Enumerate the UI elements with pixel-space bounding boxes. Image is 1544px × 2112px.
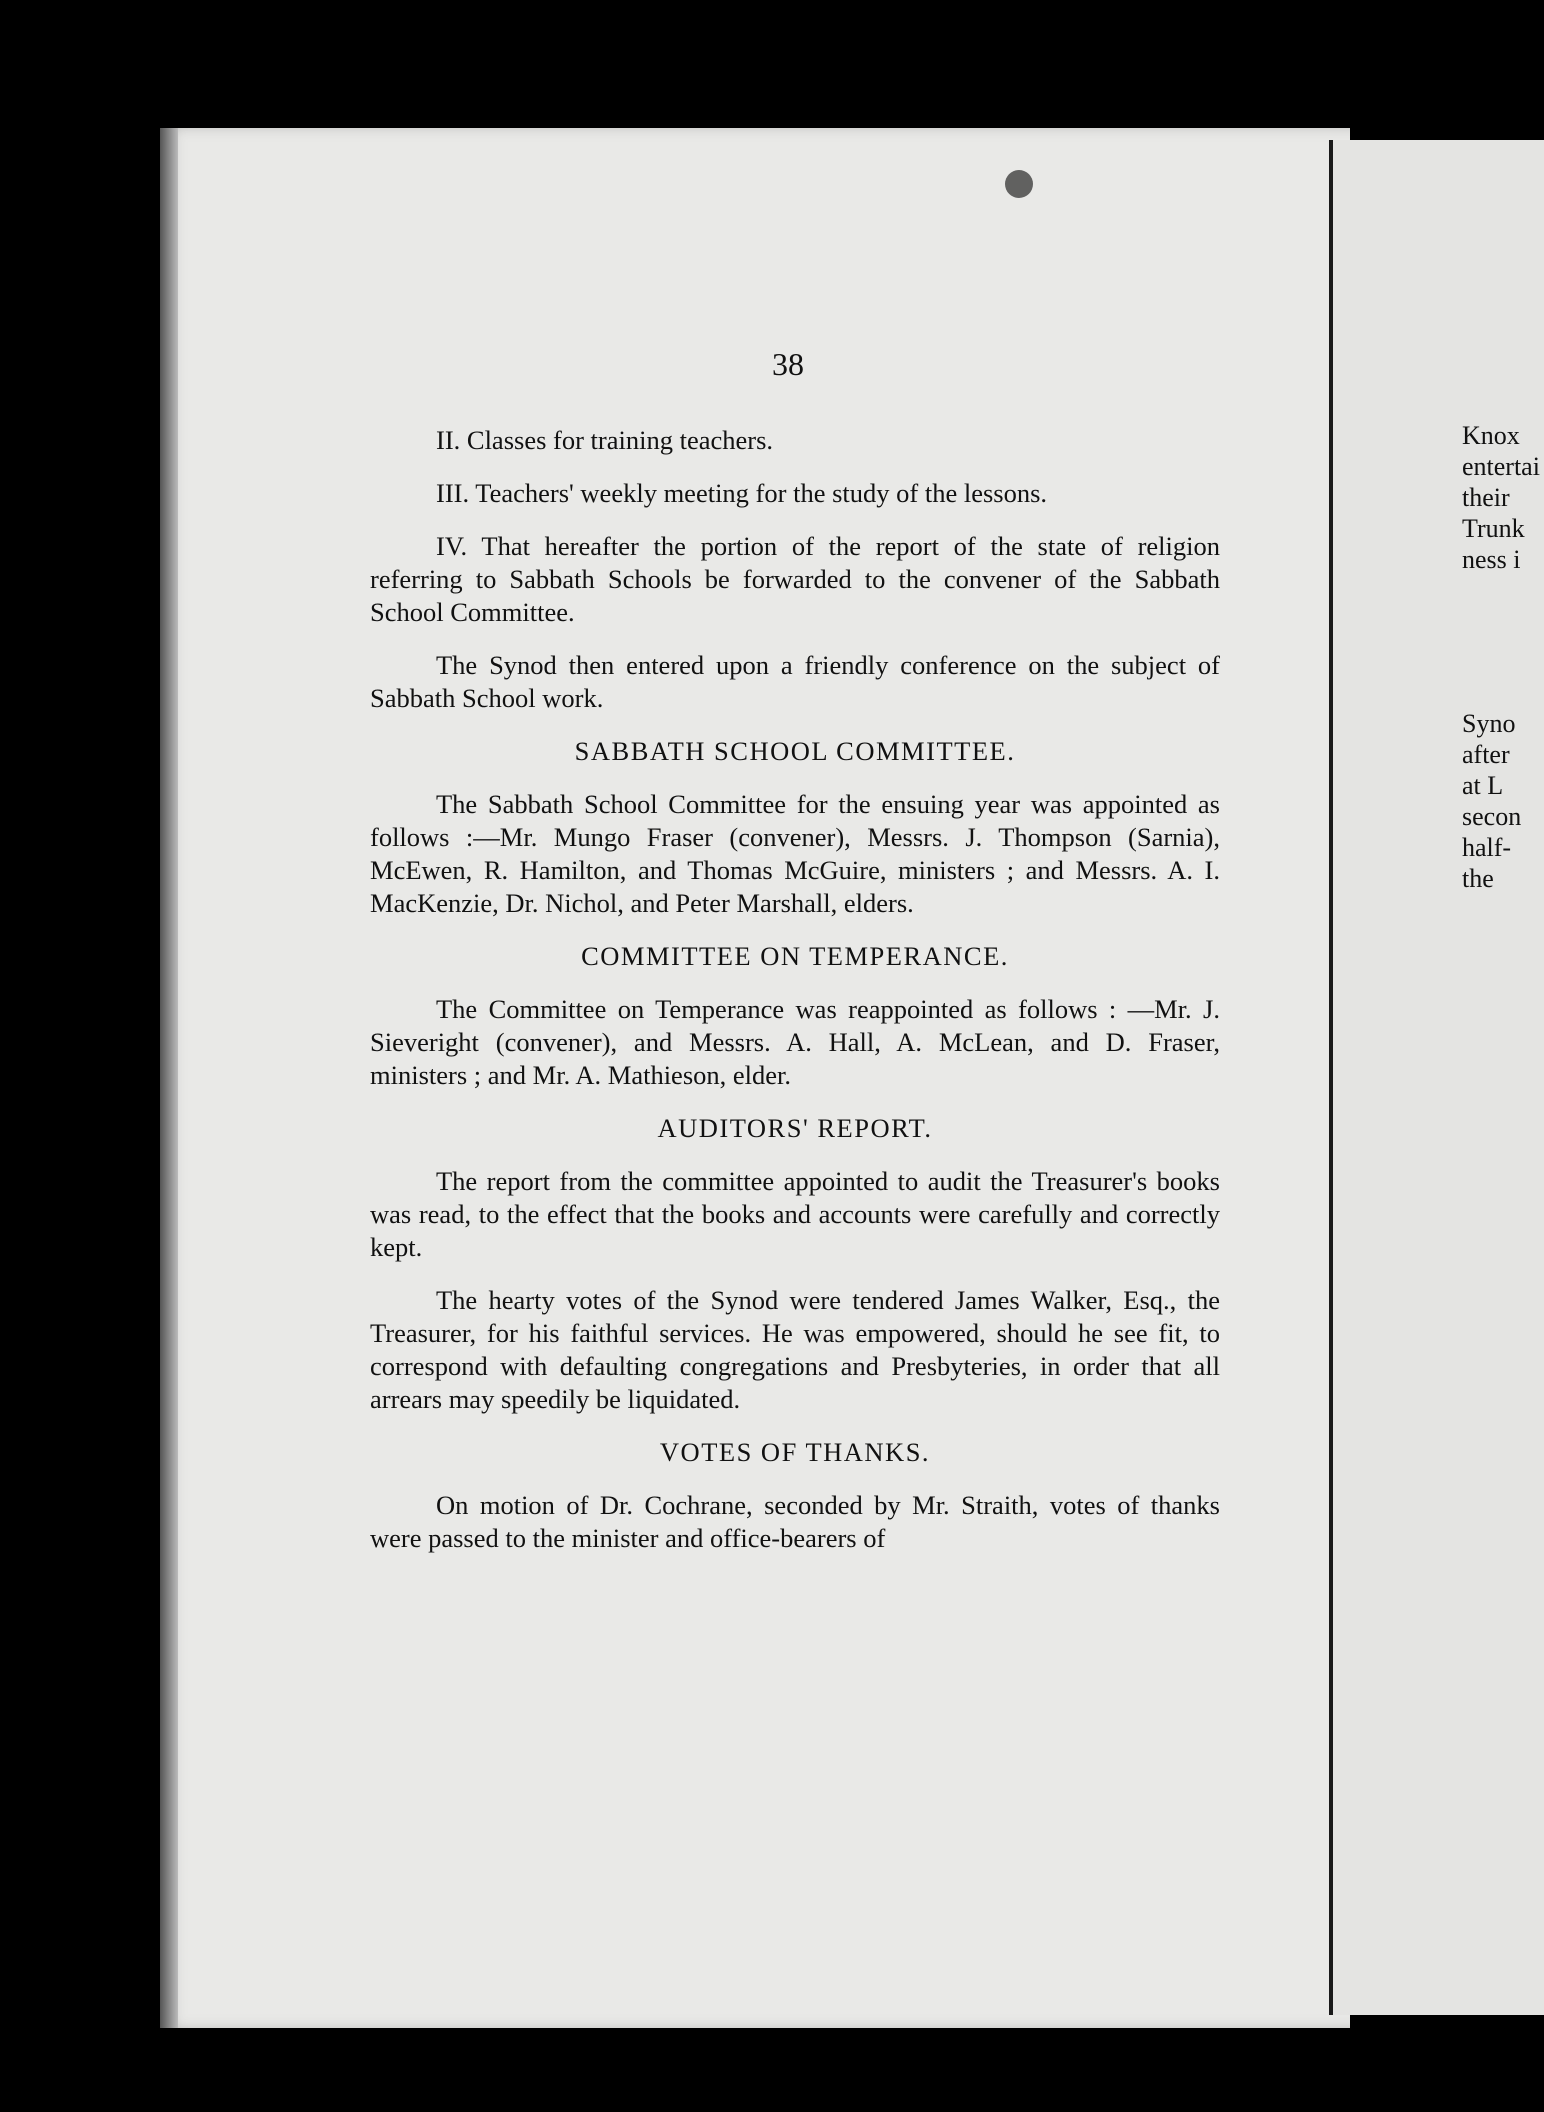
- temperance-paragraph: The Committee on Temperance was reappointed as follows : —Mr. J. Sieveright (convener), and Messrs. A. Hall, A. McLean, and D. Fraser, ministers ; and Mr. A. Mathieson, elder.: [370, 994, 1220, 1090]
- heading-votes-of-thanks: VOTES OF THANKS.: [659, 1437, 931, 1467]
- right-page-fragment-1: [1462, 420, 1544, 575]
- page-fold: [1329, 140, 1333, 2015]
- auditors-paragraph-1: The report from the committee appointed to audit the Treasurer's books was read, to the effect that the books and accounts were carefully and correctly kept.: [370, 1166, 1220, 1262]
- right-line: Syno: [1462, 709, 1516, 738]
- right-line: ness i: [1462, 545, 1521, 574]
- auditors-paragraph-2: The hearty votes of the Synod were tendered James Walker, Esq., the Treasurer, for his faithful services. He was empowered, should he see fit, to correspond with defaulting congregations and Presbyteries, in order that all arrears may speedily be liquidated.: [370, 1285, 1220, 1414]
- sabbath-committee-paragraph: The Sabbath School Committee for the ensuing year was appointed as follows :—Mr. Mungo Fraser (convener), Messrs. J. Thompson (Sarnia), McEwen, R. Hamilton, and Thomas McGuire, ministers ; and Messrs. A. I. MacKenzie, Dr. Nichol, and Peter Marshall, elders.: [370, 789, 1220, 918]
- item-ii: II. Classes for training teachers.: [436, 425, 774, 455]
- conference-paragraph: The Synod then entered upon a friendly conference on the subject of Sabbath School work.: [370, 650, 1220, 713]
- right-line: Trunk: [1462, 514, 1525, 543]
- right-line: half-: [1462, 833, 1512, 862]
- right-line: their: [1462, 483, 1510, 512]
- right-page-fragment-2: [1462, 708, 1544, 894]
- ink-blot: [1005, 170, 1033, 198]
- item-iv: IV. That hereafter the portion of the report of the state of religion referring to Sabbath Schools be forwarded to the convener of the Sabbath School Committee.: [370, 531, 1220, 627]
- votes-paragraph: On motion of Dr. Cochrane, seconded by Mr. Straith, votes of thanks were passed to the minister and office-bearers of: [370, 1490, 1220, 1553]
- item-iii: III. Teachers' weekly meeting for the study of the lessons.: [436, 478, 1048, 508]
- right-line: after: [1462, 740, 1510, 769]
- right-line: entertai: [1462, 452, 1540, 481]
- heading-committee-on-temperance: COMMITTEE ON TEMPERANCE.: [581, 941, 1009, 971]
- page-number: 38: [772, 346, 804, 382]
- heading-auditors-report: AUDITORS' REPORT.: [657, 1113, 933, 1143]
- right-line: the: [1462, 864, 1494, 893]
- right-line: secon: [1462, 802, 1522, 831]
- right-line: Knox: [1462, 421, 1520, 450]
- page-text: [370, 340, 1220, 1575]
- book-spine: [160, 128, 178, 2028]
- right-line: at L: [1462, 771, 1504, 800]
- heading-sabbath-school-committee: SABBATH SCHOOL COMMITTEE.: [574, 736, 1016, 766]
